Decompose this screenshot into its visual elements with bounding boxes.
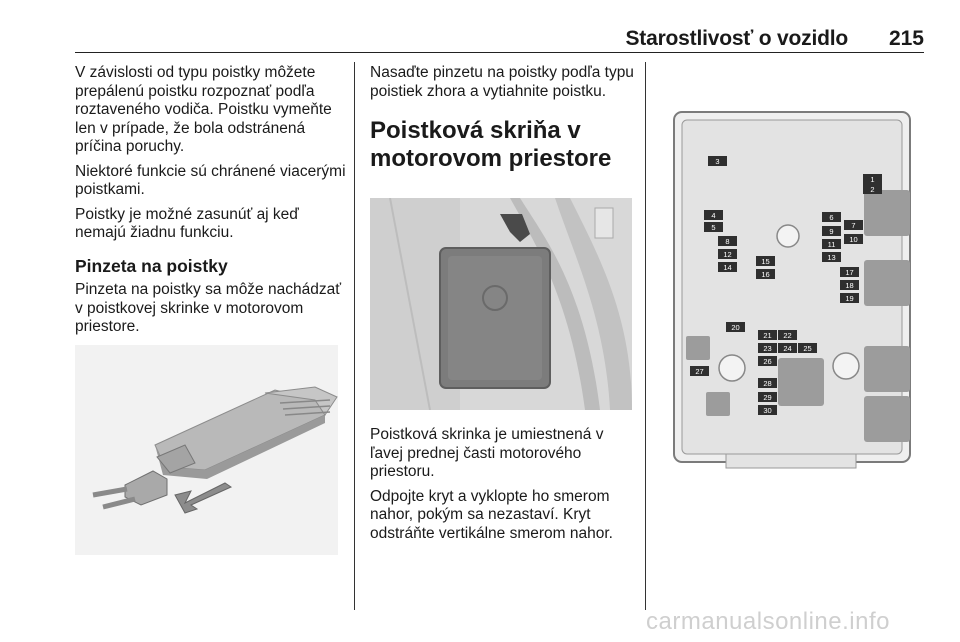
page-header xyxy=(0,0,960,56)
fuse-label-2: 2 xyxy=(870,185,875,194)
engine-fuse-box-photo xyxy=(370,198,632,410)
fuse-label-24: 24 xyxy=(783,344,792,353)
fuse-label-18: 18 xyxy=(845,281,854,290)
fuse-label-20: 20 xyxy=(731,323,740,332)
fuse-label-22: 22 xyxy=(783,331,792,340)
middle-column xyxy=(370,64,636,187)
fuse-label-4: 4 xyxy=(711,211,716,220)
fuse-label-15: 15 xyxy=(761,257,770,266)
fuse-box-diagram xyxy=(660,100,926,520)
fuse-label-29: 29 xyxy=(763,393,772,402)
left-column xyxy=(75,64,347,343)
fuse-label-6: 6 xyxy=(829,213,834,222)
fuse-label-26: 26 xyxy=(763,357,772,366)
fuse-puller-illustration xyxy=(75,345,338,555)
paragraph: Poistky je možné zasunúť aj keď nemajú žiadnu funkciu. xyxy=(75,205,299,241)
fuse-label-12: 12 xyxy=(723,250,732,259)
column-divider-2 xyxy=(645,62,646,610)
fuse-label-25: 25 xyxy=(803,344,812,353)
fuse-label-9: 9 xyxy=(829,227,834,236)
watermark: carmanualsonline.info xyxy=(646,608,890,635)
fuse-label-21: 21 xyxy=(763,331,772,340)
fuse-label-10: 10 xyxy=(849,235,858,244)
fuse-label-8: 8 xyxy=(725,237,730,246)
fuse-label-23: 23 xyxy=(763,344,772,353)
paragraph: Poistková skrinka je umiestnená v ľavej prednej časti motorového priestoru. xyxy=(370,426,604,480)
fuse-label-1: 1 xyxy=(870,175,875,184)
paragraph: V závislosti od typu poistky môžete prepálenú poistku rozpoznať podľa roztaveného vodiča. Poistku vymeňte len v prípade, že bola odstránená príčina poruchy. xyxy=(75,64,332,155)
page-title: Starostlivosť o vozidlo xyxy=(625,27,848,50)
middle-column-lower xyxy=(370,426,636,549)
section-heading: Poistková skriňa v motorovom priestore xyxy=(370,117,612,172)
fuse-label-7: 7 xyxy=(851,221,856,230)
section-subheading: Pinzeta na poistky xyxy=(75,255,228,276)
paragraph: Pinzeta na poistky sa môže nachádzať v poistkovej skrinke v motorovom priestore. xyxy=(75,281,342,335)
paragraph: Nasaďte pinzetu na poistky podľa typu poistiek zhora a vytiahnite poistku. xyxy=(370,64,634,100)
paragraph: Odpojte kryt a vyklopte ho smerom nahor, pokým sa nezastaví. Kryt odstráňte vertikálne smerom nahor. xyxy=(370,487,613,542)
fuse-label-30: 30 xyxy=(763,406,772,415)
fuse-label-13: 13 xyxy=(827,253,836,262)
fuse-label-3: 3 xyxy=(715,157,720,166)
paragraph: Niektoré funkcie sú chránené viacerými poistkami. xyxy=(75,162,346,198)
header-rule xyxy=(75,52,924,53)
fuse-label-5: 5 xyxy=(711,223,716,232)
page-number: 215 xyxy=(888,27,924,50)
fuse-label-16: 16 xyxy=(761,270,770,279)
fuse-label-14: 14 xyxy=(723,263,732,272)
fuse-label-17: 17 xyxy=(845,268,854,277)
fuse-label-28: 28 xyxy=(763,379,772,388)
column-divider-1 xyxy=(354,62,355,610)
fuse-label-19: 19 xyxy=(845,294,854,303)
fuse-label-27: 27 xyxy=(695,367,704,376)
fuse-label-11: 11 xyxy=(827,240,836,249)
